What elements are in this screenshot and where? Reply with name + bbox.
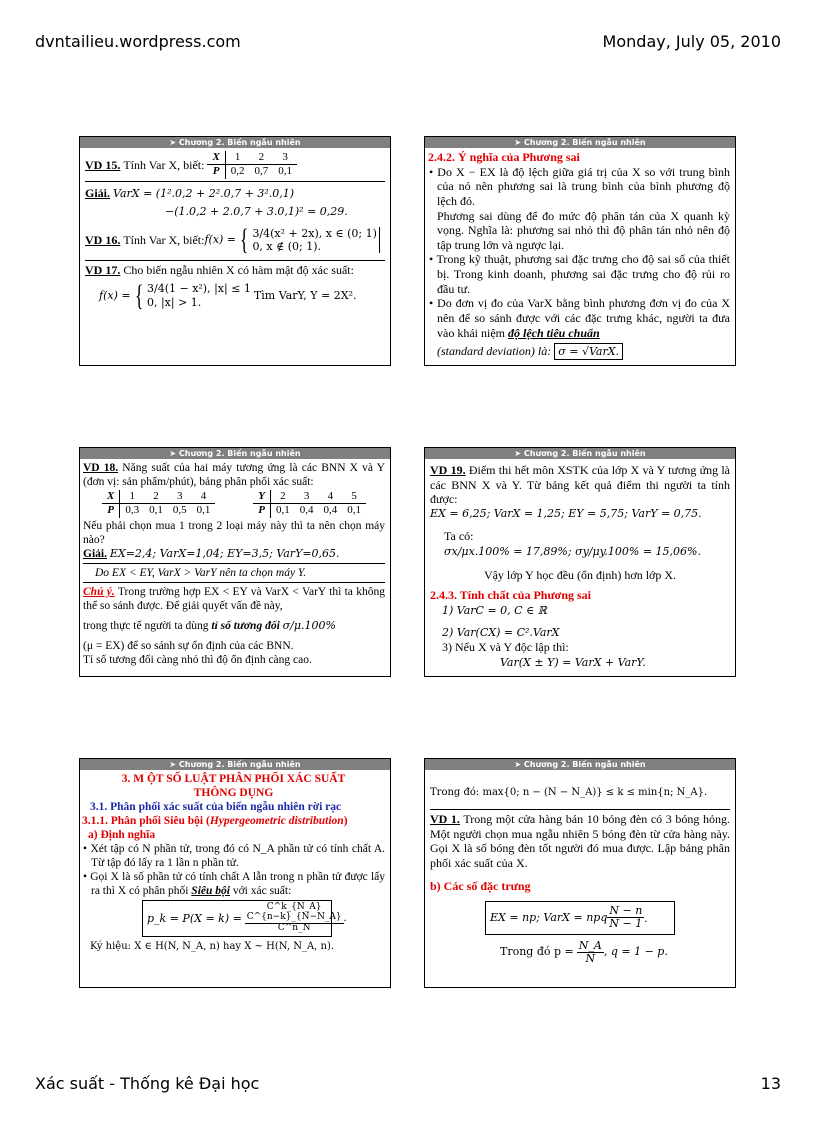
vd16-f: f(x) = — [204, 233, 237, 247]
slide-header: ➤ Chương 2. Biến ngẫu nhiên — [425, 759, 735, 770]
vd15-table: X 1 2 3 P 0,2 0,7 0,1 — [207, 151, 297, 179]
slide-variance-meaning — [424, 136, 736, 366]
note-4: Tỉ số tương đối càng nhỏ thì độ ổn định càng cao. — [83, 653, 312, 666]
def-bullet-1: • Xét tập có N phần tử, trong đó có N_A phần tử có tính chất A. Từ tập đó lấy ra 1 lần n phần tử. — [83, 843, 385, 870]
page-footer-title: Xác suất - Thống kê Đại học — [35, 1074, 260, 1093]
vd16-text: Tính Var X, biết: — [123, 232, 205, 247]
pk-denominator: C^n_N — [277, 922, 311, 933]
vd18-conclusion: Do EX < EY, VarX > VarY nên ta chọn máy Y. — [95, 566, 307, 579]
slide-header: ➤ Chương 2. Biến ngẫu nhiên — [80, 759, 390, 770]
vd19-conclusion: Vậy lớp Y học đều (ổn định) hơn lớp X. — [483, 567, 677, 582]
def-bullet-2: • Gọi X là số phần tử có tính chất A lẫn trong n phần tử được lấy ra thì X có phân phối — [83, 871, 385, 898]
vd17-label: VD 17. — [85, 263, 121, 278]
vd18-label: VD 18. — [83, 462, 119, 474]
vd15-label: VD 15. — [85, 157, 121, 172]
section-title: 2.4.2. Ý nghĩa của Phương sai — [428, 150, 580, 164]
notation: Ký hiệu: X ∈ H(N, N_A, n) hay X ~ H(N, N_A, n). — [90, 940, 335, 952]
giai-line1: VarX = (1².0,2 + 2².0,7 + 3².0,1) — [113, 186, 295, 200]
relative-ratio-term: tỉ số tương đối — [211, 619, 280, 632]
k-range: Trong đó: max{0; n − (N − N_A)} ≤ k ≤ min{n; N_A}. — [430, 787, 708, 798]
p-definition: Trong đó p = — [500, 945, 574, 959]
subsection-31: 3.1. Phân phối xác suất của biến ngẫu nhiên rời rạc — [90, 801, 342, 814]
characteristics-title: b) Các số đặc trưng — [430, 878, 531, 893]
note-3: (μ = EX) để so sánh sự ổn định của các BNN. — [83, 639, 294, 652]
vd19-label: VD 19. — [430, 463, 466, 477]
sigma-formula: σ = √VarX. — [554, 343, 623, 360]
vd17-case1: 3/4(1 − x²), |x| ≤ 1 — [146, 282, 251, 296]
pk-lhs: p_k = P(X = k) = — [147, 911, 242, 925]
formula-numerator: N − n — [609, 904, 643, 918]
table-y: Y 2 3 4 5 P 0,1 0,4 0,4 0,1 — [253, 490, 366, 518]
bullet-3: • Do đơn vị đo của VarX bằng bình phương đơn vị đo của X nên để so sánh được với các đặc trưng khác, người ta đưa vào khái niệm — [429, 296, 730, 340]
vd18-question: Nếu phải chọn mua 1 trong 2 loại máy này thì ta nên chọn máy nào? — [83, 519, 385, 546]
std-dev-term: độ lệch tiêu chuẩn — [507, 325, 600, 340]
vd16-case1: 3/4(x² + 2x), x ∈ (0; 1) — [252, 226, 377, 240]
property-2: 2) Var(CX) = C².VarX — [442, 626, 560, 640]
vd17-case2: 0, |x| > 1. — [146, 295, 202, 309]
ex-varx-formula: EX = np; VarX = npq — [490, 911, 608, 925]
page-number: 13 — [760, 1074, 781, 1093]
giai-label: Giải. — [83, 547, 107, 560]
vd17-text: Cho biến ngẫu nhiên X có hàm mật độ xác suất: — [123, 263, 354, 278]
page-header-date: Monday, July 05, 2010 — [602, 32, 781, 51]
chapter-title: 3. M ỘT SỐ LUẬT PHÂN PHỐI XÁC SUẤT THÔNG DỤNG — [121, 773, 346, 800]
table-x: X 1 2 3 4 P 0,3 0,1 0,5 0,1 — [102, 490, 215, 518]
vd19-text: Điểm thi hết môn XSTK của lớp X và Y tương ứng là các BNN X và Y. Từ bảng kết quả điểm thi người ta tính được: — [430, 463, 731, 507]
slide-header: ➤ Chương 2. Biến ngẫu nhiên — [425, 448, 735, 459]
bullet-2: • Trong kỹ thuật, phương sai đặc trưng cho độ sai số của thiết bị. Trong kinh doanh, phương sai đặc trưng cho độ rủi ro đầu tư. — [429, 252, 730, 296]
hypergeometric-term: Hypergeometric distribution — [209, 815, 344, 828]
subsection-311: 3.1.1. Phân phối Siêu bội ( — [82, 815, 210, 828]
slide-hypergeometric-vd1 — [424, 758, 736, 988]
slide-hypergeometric: ➤ Chương 2. Biến ngẫu nhiên 3. M ỘT SỐ LUẬT PHÂN PHỐI XÁC SUẤT THÔNG DỤNG 3.1. Phân phối xác suất của biến ngẫu nhiên rời rạc 3.1.1. Phân phối Siêu bội (Hypergeometric distribution) a) Định nghĩa • Xét tập có N phần tử, trong đó có N_A phần tử có tính chất A. Từ tập đó lấy ra 1 lần n phần tử. • Gọi X là số phần tử có tính chất A lẫn trong n phần tử được lấy ra thì X có phân phối Siêu bội với xác suất: p_k = P(X = k) = $\frac{C\^{}k\_\{N\_A\} C\^{}\{n-k\}\_\{N-N\_A\}}{C\^{}n\_N}$ . Ký hiệu: X ∈ H(N, N_A, n) hay X ~ H(N, N_A, n). — [79, 758, 391, 988]
section-title: 2.4.3. Tính chất của Phương sai — [430, 588, 591, 603]
vd15-text: Tính Var X, biết: — [123, 157, 205, 172]
vd19-ratios: σx/μx.100% = 17,89%; σy/μy.100% = 15,06%. — [444, 544, 701, 558]
property-3-formula: Var(X ± Y) = VarX + VarY. — [500, 655, 646, 669]
vd1-text: Trong một cửa hàng bán 10 bóng đèn có 3 bóng hỏng. Một người chọn mua ngẫu nhiên 5 bóng đèn từ cửa hàng này. Gọi X là số bóng đèn tốt người đó mua được. Lập bảng phân phối xác suất của X. — [430, 812, 730, 871]
bullet-1-cont: Phương sai dùng để đo mức độ phân tán của X quanh kỳ vọng. Nghĩa là: phương sai nhỏ thì độ phân tán nhỏ nên độ tập trung lớn và ngược lại. — [437, 208, 730, 252]
slide-header: ➤ Chương 2. Biến ngẫu nhiên — [425, 137, 735, 148]
vd17-f: f(x) = — [99, 288, 131, 302]
slide-vd15-17: ➤ Chương 2. Biến ngẫu nhiên VD 15. Tính Var X, biết: X 1 2 3 P 0,2 0,7 0,1 Giải. VarX = (1².0,2 + 2².0,7 + 3².0,1) −(1.0,2 + 2.0,7 + 3.0,1)² = 0,29. VD 16. Tính Var X, biết: f(x) = { 3/4(x² + 2x), x ∈ (0; 1) 0, x ∉ (0; 1). VD 17. Cho biến ngẫu nhiên X có hàm mật độ xác suất: f(x) = { 3/4(1 − x²), |x| ≤ 1 0, |x| > 1. Tìm VarY, Y = 2X². — [79, 136, 391, 366]
note-2a: trong thực tế người ta dùng — [83, 619, 209, 632]
slide-vd19 — [424, 447, 736, 677]
property-3: 3) Nếu X và Y độc lập thì: — [442, 640, 569, 655]
property-1: 1) VarC = 0, C ∈ ℝ — [442, 603, 547, 617]
pk-numerator: C^k_{N_A} C^{n−k}_{N−N_A} — [246, 902, 342, 923]
vd16-case2: 0, x ∉ (0; 1). — [252, 240, 322, 254]
q-definition: , q = 1 − p. — [603, 945, 668, 959]
giai-line2: −(1.0,2 + 2.0,7 + 3.0,1)² = 0,29. — [165, 205, 348, 219]
giai-values: EX=2,4; VarX=1,04; EY=3,5; VarY=0,65. — [109, 546, 340, 560]
page-header-site: dvntailieu.wordpress.com — [35, 32, 241, 51]
relative-ratio-formula: σ/μ.100% — [282, 618, 336, 632]
slide-header: ➤ Chương 2. Biến ngẫu nhiên — [80, 137, 390, 148]
pk-formula-box: p_k = P(X = k) = $\frac{C\^{}k\_\{N\_A\} C\^{}\{n-k\}\_\{N-N\_A\}}{C\^{}n\_N}$ . — [142, 900, 332, 937]
giai-label: Giải. — [85, 185, 111, 200]
bullet-1: • Do X − EX là độ lệch giữa giá trị của X so với trung bình của nó nên phương sai là trung bình của bình phương độ lệch đó. — [429, 164, 730, 208]
formula-denominator: N − 1 — [609, 917, 643, 931]
sieu-boi-term: Siêu bội — [191, 885, 230, 898]
slide-vd18 — [79, 447, 391, 677]
vd1-label: VD 1. — [430, 812, 460, 827]
p-denominator: N — [585, 951, 596, 965]
note-label: Chú ý. — [83, 585, 115, 598]
vd19-values: EX = 6,25; VarX = 1,25; EY = 5,75; VarY = 0,75. — [430, 506, 702, 520]
note-1: Trong trường hợp EX < EY và VarX < VarY thì ta không thể so sánh được. Để giải quyết vấn đề này, — [83, 585, 385, 612]
definition-title: a) Định nghĩa — [88, 829, 156, 842]
vd18-text: Năng suất của hai máy tương ứng là các BNN X và Y (đơn vị: sản phẩm/phút), bảng phân phối xác suất: — [83, 462, 385, 489]
ex-varx-formula-box: EX = np; VarX = npq $\frac{N - n}{N - 1}$ . — [485, 901, 675, 934]
bullet-3-end: (standard deviation) là: — [437, 344, 552, 359]
taco: Ta có: — [444, 529, 474, 544]
vd17-tail: Tìm VarY, Y = 2X². — [253, 288, 357, 302]
p-numerator: N_A — [578, 938, 602, 952]
slide-header: ➤ Chương 2. Biến ngẫu nhiên — [80, 448, 390, 459]
vd16-label: VD 16. — [85, 232, 121, 247]
